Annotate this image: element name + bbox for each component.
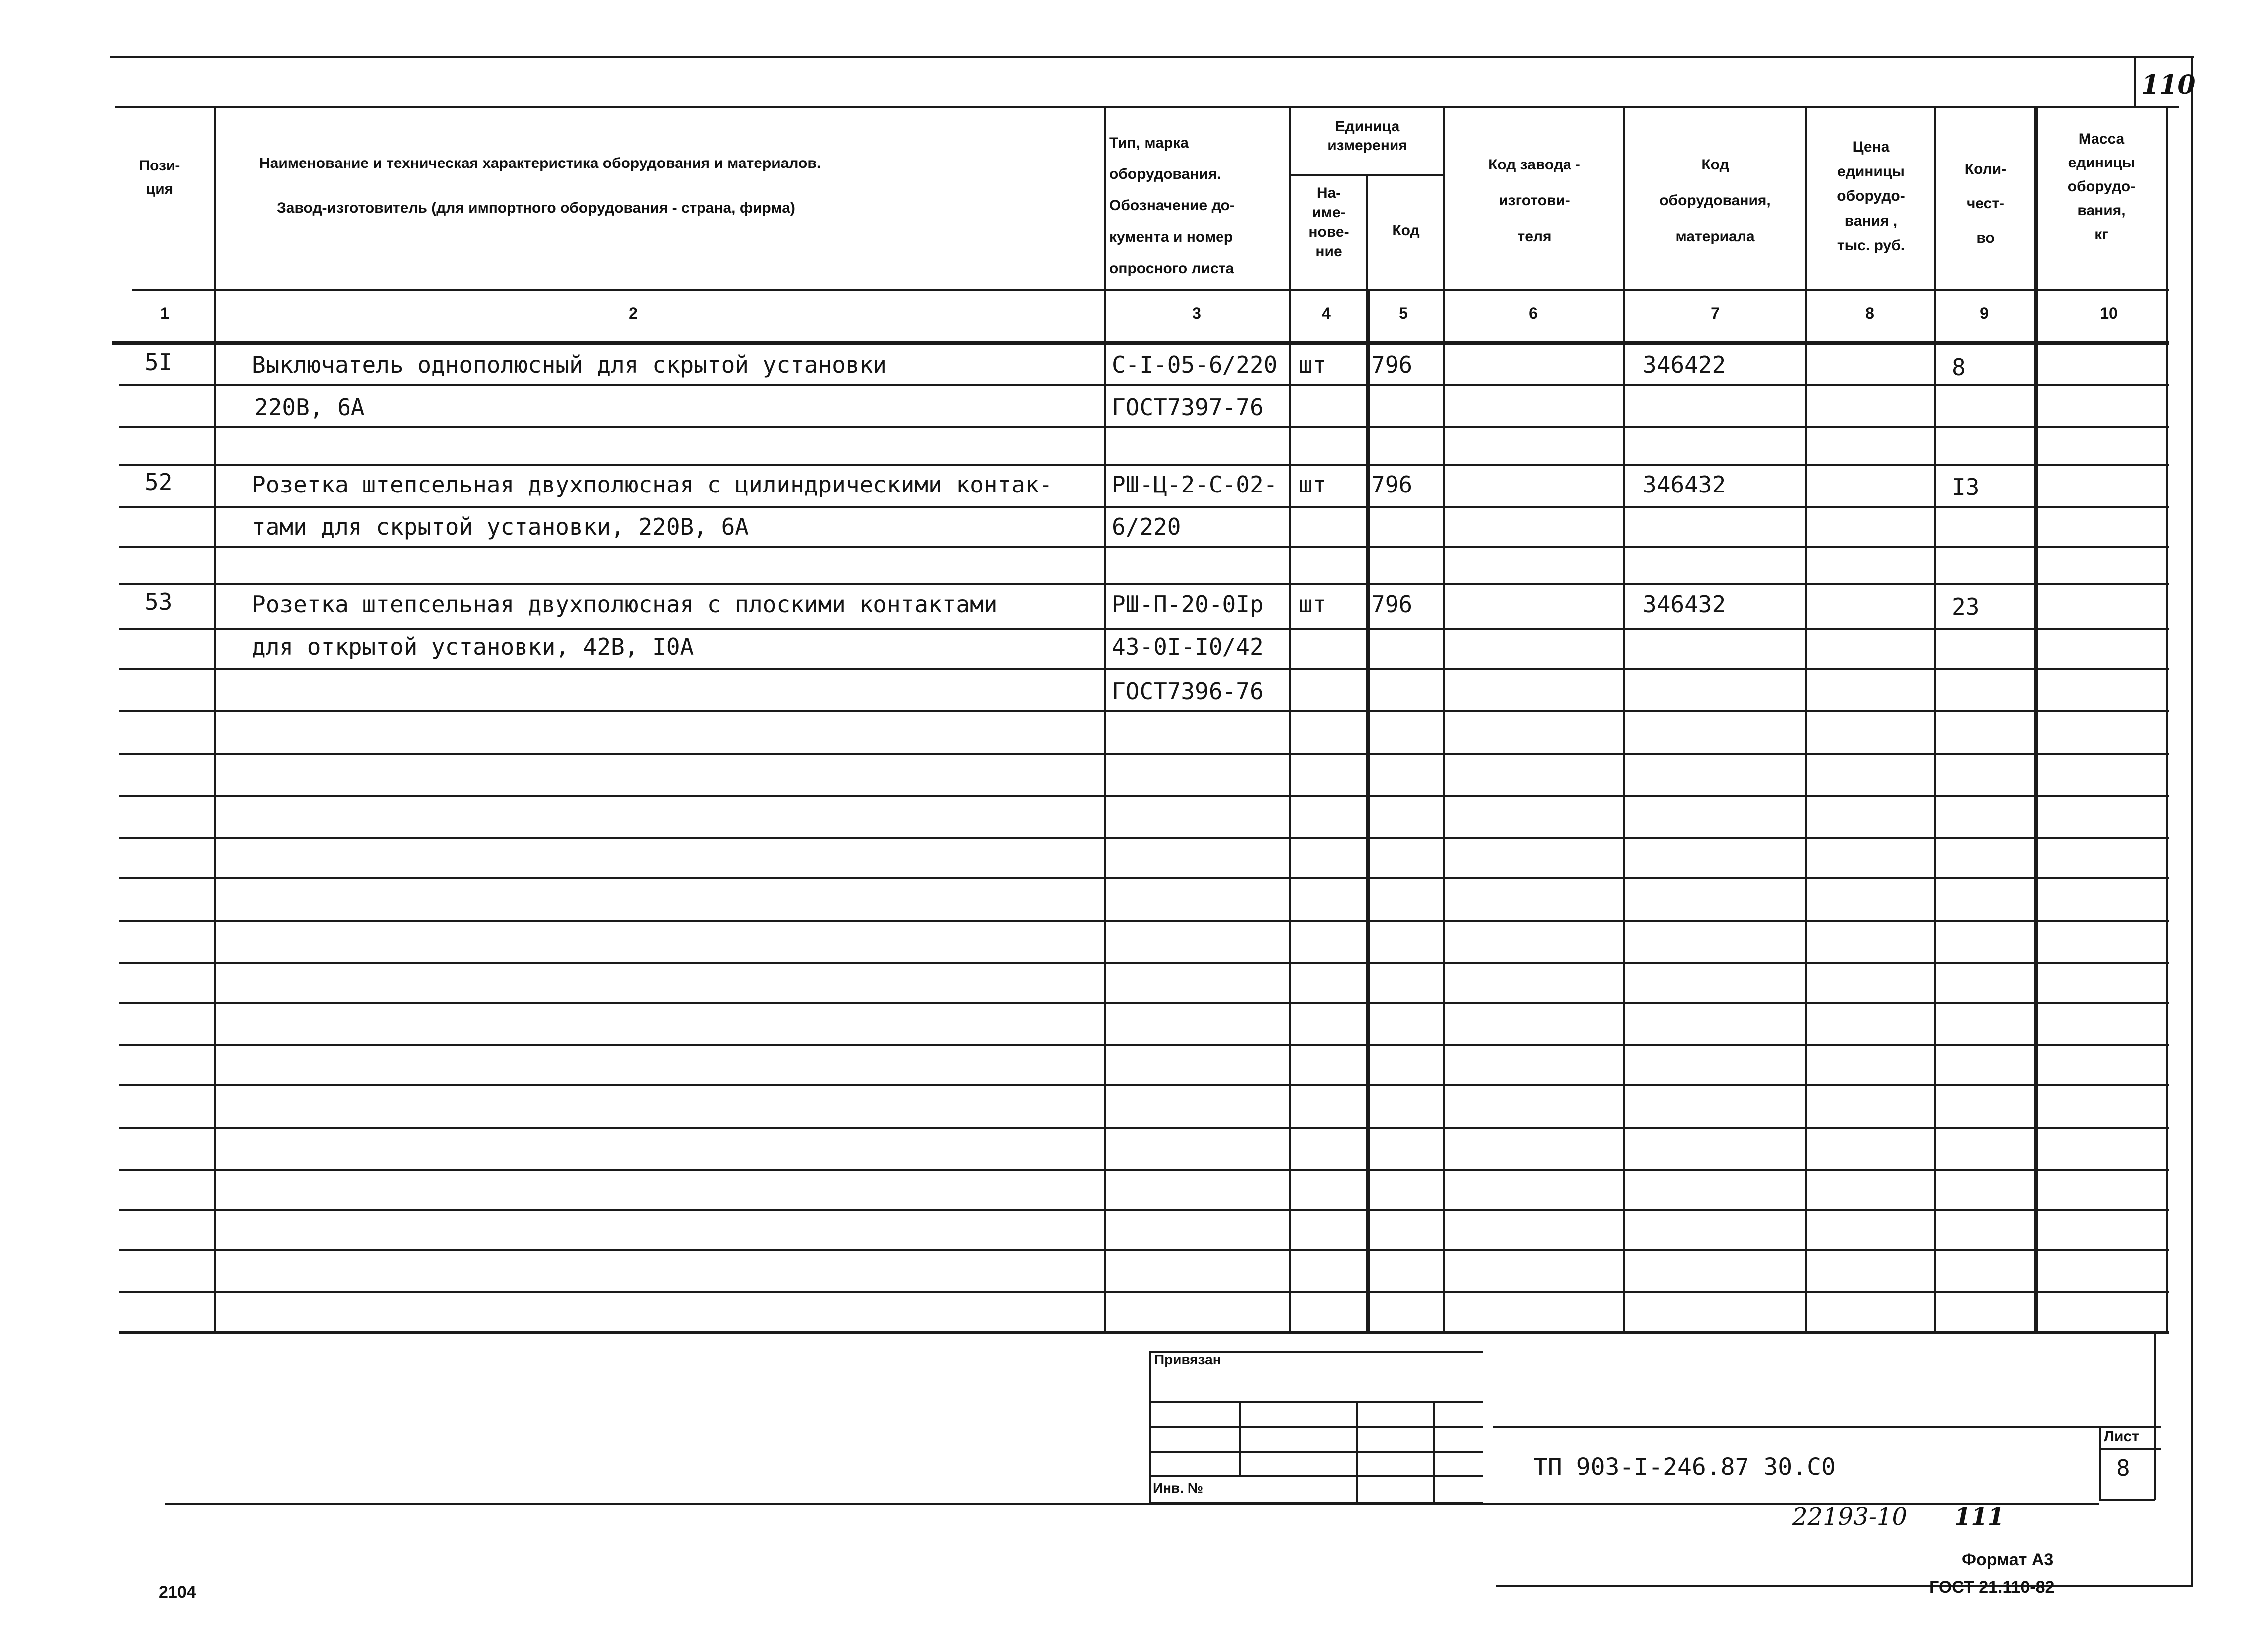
stamp-line [2099,1448,2161,1450]
header-unit-group: Единица измерения [1327,118,1407,154]
row-line [119,1084,2169,1086]
handwritten-page: 111 [1954,1503,2005,1531]
stamp-inv-no: Инв. № [1153,1480,1204,1496]
row-line [119,628,2169,630]
col-number-4: 4 [1322,304,1331,322]
row-line [119,753,2169,755]
col-number-3: 3 [1192,304,1201,322]
row-line [119,546,2169,548]
col-number-8: 8 [1865,304,1874,322]
row-name: для открытой установки, 42В, I0А [252,633,694,660]
numbers-row-bottom [112,341,2169,345]
header-unit-name: На- име- нове- ние [1308,185,1349,260]
row-unit-code: 796 [1371,351,1413,378]
header-unit-code: Код [1392,222,1420,239]
row-quantity: 8 [1952,354,1966,381]
stamp-list-label: Лист [2104,1428,2139,1445]
header-name-line1: Наименование и техническая характеристика оборудования и материалов. [259,155,821,171]
row-name: Выключатель однополюсный для скрытой установки [252,351,887,378]
row-position: 53 [145,588,173,615]
stamp-list-number: 8 [2116,1455,2130,1481]
row-name: Розетка штепсельная двухполюсная с цилиндрическими контак- [252,471,1053,498]
row-unit: шт [1299,591,1327,618]
sheet-corner-number: 110 [2141,70,2196,100]
col-number-7: 7 [1711,304,1720,322]
col-number-1: 1 [160,304,169,322]
row-type: С-I-05-6/220 [1112,351,1278,378]
col-number-6: 6 [1529,304,1538,322]
header-bottom-line [132,289,2169,291]
stamp-doc-code: ТП 903-I-246.87 30.С0 [1533,1453,1836,1481]
stamp-line [2099,1499,2155,1501]
stamp-vline [1149,1351,1151,1503]
row-line [119,837,2169,839]
header-type: Тип, марка оборудования. Обозначение до- кумента и номер опросного листа [1109,135,1235,277]
row-equip-code: 346422 [1643,351,1726,378]
row-line [119,1044,2169,1046]
col-number-5: 5 [1399,304,1408,322]
row-line [119,426,2169,428]
top-border-line [110,56,2194,58]
stamp-privyazan: Привязан [1154,1352,1221,1367]
stamp-vline [2099,1426,2101,1500]
stamp-line [1493,1426,2161,1428]
corner-box-left [2134,56,2136,107]
row-line [119,877,2169,879]
row-line [119,506,2169,508]
stamp-vline [1433,1401,1435,1502]
row-position: 5I [145,349,173,376]
row-name: Розетка штепсельная двухполюсная с плоскими контактами [252,591,998,618]
unit-group-line [1289,174,1443,176]
row-line [119,710,2169,712]
col-number-10: 10 [2100,304,2118,322]
header-mass: Масса единицы оборудо- вания, кг [2067,131,2136,243]
col-divider-4-thick [1366,289,1370,1332]
header-factory-code: Код завода - изготови- теля [1488,157,1580,245]
row-type: РШ-Ц-2-С-02- [1112,471,1278,498]
row-type: ГОСТ7396-76 [1112,678,1264,705]
header-equip-code: Код оборудования, материала [1659,157,1771,245]
handwritten-inventory: 22193-10 [1792,1503,1907,1531]
stamp-vline [1356,1401,1358,1502]
row-line [119,583,2169,585]
row-unit-code: 796 [1371,591,1413,618]
row-line [119,962,2169,964]
bottom-left-code: 2104 [159,1583,196,1602]
row-unit-code: 796 [1371,471,1413,498]
row-position: 52 [145,469,173,495]
row-name: 220В, 6А [254,394,365,421]
row-quantity: 23 [1952,593,1980,620]
row-name: тами для скрытой установки, 220В, 6А [252,513,749,540]
right-frame-line [2191,56,2193,1586]
row-type: ГОСТ7397-76 [1112,394,1264,421]
header-name-line2: Завод-изготовитель (для импортного оборудования - страна, фирма) [277,200,795,216]
header-price: Цена единицы оборудо- вания , тыс. руб. [1837,139,1905,254]
row-equip-code: 346432 [1643,591,1726,618]
row-line [119,464,2169,466]
header-position: Пози- ция [139,158,180,197]
row-line [119,668,2169,670]
row-line [119,1209,2169,1211]
header-quantity: Коли- чест- во [1964,161,2007,246]
row-line [119,384,2169,386]
top-border-line-2 [115,106,2179,108]
row-line [119,920,2169,922]
format-label: Формат А3 [1962,1550,2054,1569]
row-equip-code: 346432 [1643,471,1726,498]
bottom-frame-line [1496,1585,2193,1587]
row-type: РШ-П-20-0Iр [1112,591,1264,618]
row-line [119,795,2169,797]
col-number-9: 9 [1980,304,1989,322]
row-line [119,1249,2169,1251]
row-unit: шт [1299,351,1327,378]
table-bottom-line [119,1331,2169,1334]
row-type: 6/220 [1112,513,1181,540]
row-unit: шт [1299,471,1327,498]
col-number-2: 2 [629,304,638,322]
gost-label: ГОСТ 21.110-82 [1929,1578,2055,1597]
stamp-vline [2154,1331,2156,1500]
row-line [119,1002,2169,1004]
row-line [119,1127,2169,1129]
row-type: 43-0I-I0/42 [1112,633,1264,660]
row-line [119,1169,2169,1171]
row-line [119,1291,2169,1293]
stamp-vline [1239,1401,1241,1475]
row-quantity: I3 [1952,474,1980,500]
